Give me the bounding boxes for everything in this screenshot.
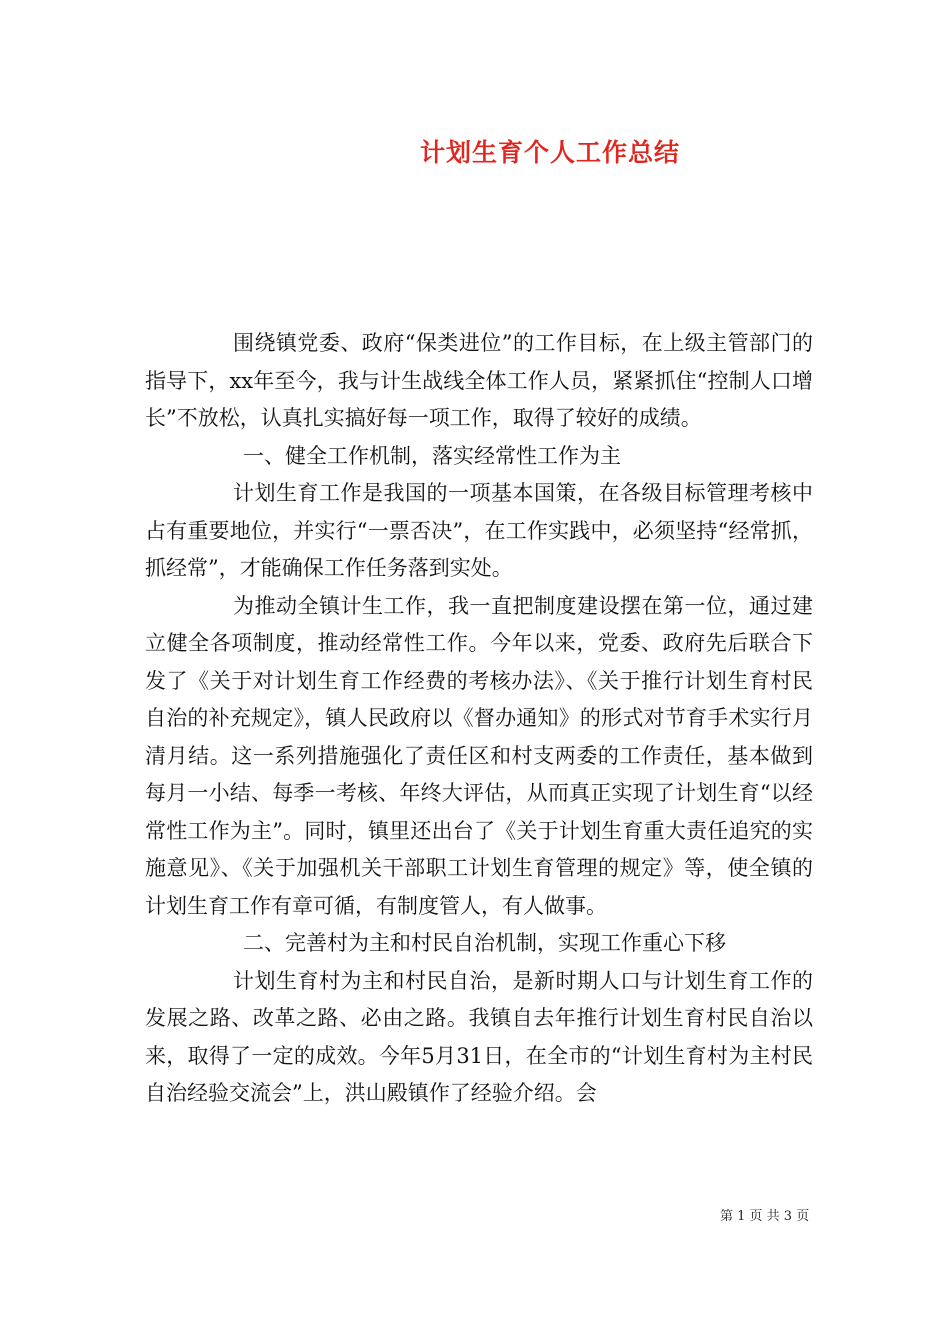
- paragraph: 计划生育村为主和村民自治，是新时期人口与计划生育工作的发展之路、改革之路、必由之路。我镇自去年推行计划生育村民自治以来，取得了一定的成效。今年5月31日，在全市的“计划生育村为主村民自治经验交流会”上，洪山殿镇作了经验介绍。会: [145, 968, 813, 1105]
- section-heading: 一、健全工作机制，落实经常性工作为主: [243, 443, 621, 468]
- paragraph: 围绕镇党委、政府“保类进位”的工作目标，在上级主管部门的指导下，xx年至今，我与计生战线全体工作人员，紧紧抓住“控制人口增长”不放松，认真扎实搞好每一项工作，取得了较好的成绩。: [145, 331, 813, 430]
- paragraph: 为推动全镇计生工作，我一直把制度建设摆在第一位，通过建立健全各项制度，推动经常性工作。今年以来，党委、政府先后联合下发了《关于对计划生育工作经费的考核办法》、《关于推行计划生育村民自治的补充规定》，镇人民政府以《督办通知》的形式对节育手术实行月清月结。这一系列措施强化了责任区和村支两委的工作责任，基本做到每月一小结、每季一考核、年终大评估，从而真正实现了计划生育“以经常性工作为主”。同时，镇里还出台了《关于计划生育重大责任追究的实施意见》、《关于加强机关干部职工计划生育管理的规定》等，使全镇的计划生育工作有章可循，有制度管人，有人做事。: [145, 593, 813, 918]
- section-heading: 二、完善村为主和村民自治机制，实现工作重心下移: [243, 931, 726, 955]
- paragraph: 计划生育工作是我国的一项基本国策，在各级目标管理考核中占有重要地位，并实行“一票否决”，在工作实践中，必须坚持“经常抓，抓经常”，才能确保工作任务落到实处。: [145, 481, 813, 580]
- page-number-footer: 第 1 页 共 3 页: [720, 1209, 810, 1224]
- document-body: [145, 325, 813, 1113]
- document-title: 计划生育个人工作总结: [419, 138, 680, 167]
